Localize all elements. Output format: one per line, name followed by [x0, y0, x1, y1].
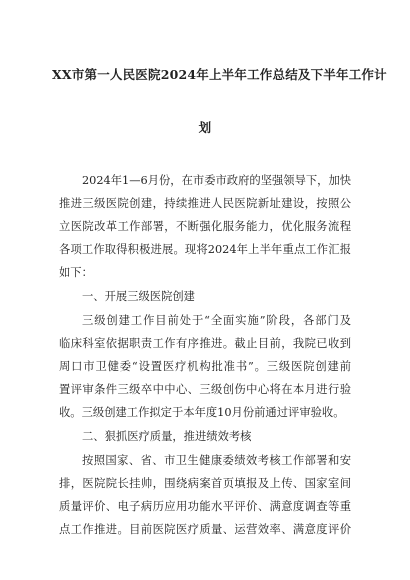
paragraph-line: 2024年1—6月份，在市委市政府的坚强领导下，加快	[82, 174, 351, 187]
paragraph-line: 三级创建工作目前处于“全面实施”阶段，各部门及	[82, 314, 351, 327]
paragraph-line: 质量评价、电子病历应用功能水平评价、满意度调查等重	[59, 500, 351, 513]
section-heading: 二、狠抓医疗质量，推进绩效考核	[82, 430, 252, 443]
paragraph-line: 排，医院院长挂帅，围绕病案首页填报及上传、国家室间	[59, 477, 351, 490]
section-heading: 一、开展三级医院创建	[82, 290, 195, 303]
paragraph-line: 如下：	[59, 266, 93, 279]
paragraph-line: 各项工作取得积极进展。现将2024年上半年重点工作汇报	[59, 243, 351, 256]
paragraph-line: 周口市卫健委“设置医疗机构批准书”。三级医院创建前	[59, 360, 351, 373]
paragraph-line: 立医院改革工作部署，不断强化服务能力，优化服务流程	[59, 220, 351, 233]
paragraph-line: 置评审条件三级卒中中心、三级创伤中心将在本月进行验	[59, 383, 351, 396]
document-title-line-2: 划	[198, 120, 212, 135]
paragraph-line: 收。三级创建工作拟定于本年度10月份前通过评审验收。	[59, 406, 345, 419]
paragraph-line: 推进三级医院创建，持续推进人民医院新址建设，按照公	[59, 197, 351, 210]
document-title-line-1: XX市第一人民医院2024年上半年工作总结及下半年工作计	[52, 67, 387, 82]
paragraph-line: 临床科室依据职责工作有序推进。截止目前，我院已收到	[59, 337, 351, 350]
paragraph-line: 点工作推进。目前医院医疗质量、运营效率、满意度评价	[59, 523, 351, 536]
paragraph-line: 按照国家、省、市卫生健康委绩效考核工作部署和安	[82, 454, 351, 467]
